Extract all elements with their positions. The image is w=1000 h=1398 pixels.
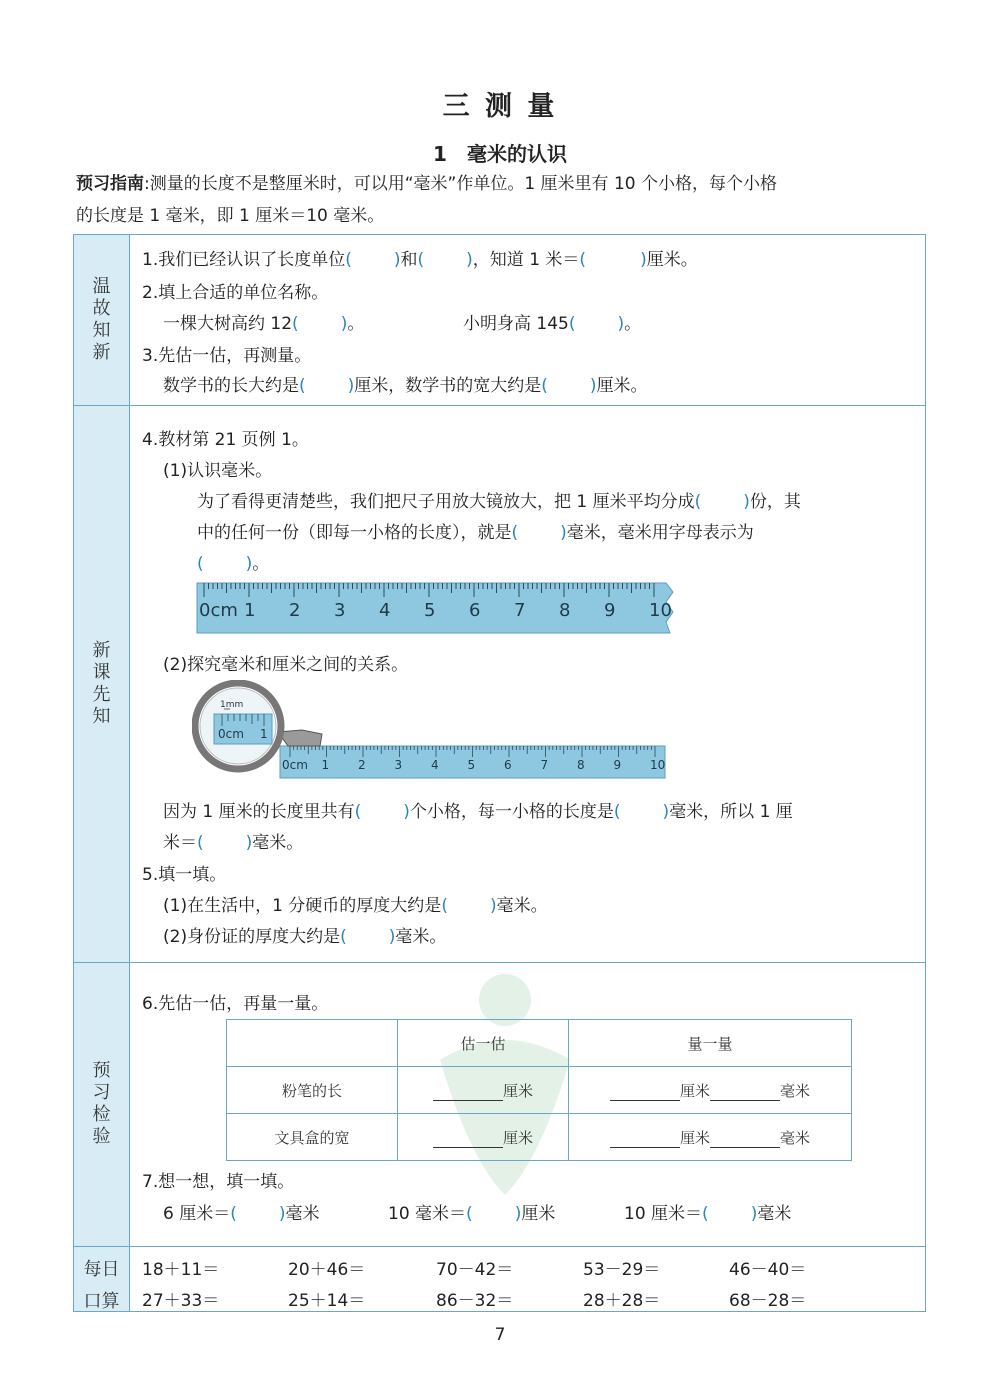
guide-line-1 — [76, 168, 926, 200]
magnifier-mm-label: 1mm — [220, 700, 244, 710]
ruler-label: 2 — [289, 600, 301, 621]
question-2-a: 一棵大树高约 12( )。 — [163, 314, 365, 334]
question-4-line-3: ( )。 — [197, 554, 270, 574]
table-row — [227, 1114, 852, 1161]
ruler-label: 7 — [540, 758, 549, 772]
guide-label: 预习指南 — [76, 174, 144, 194]
question-4-title: 4.教材第 21 页例 1。 — [142, 430, 309, 450]
ruler-image — [196, 582, 676, 634]
table-header-blank — [227, 1020, 398, 1067]
calc-2-3: 86－32＝ — [436, 1291, 514, 1311]
measure-cell[interactable]: 厘米 毫米 — [569, 1114, 852, 1161]
ruler-label: 6 — [469, 600, 481, 621]
ruler-label: 0cm — [282, 758, 308, 772]
divider-3 — [73, 1246, 926, 1247]
ruler-label: 8 — [559, 600, 571, 621]
measure-cell[interactable]: 厘米 毫米 — [569, 1067, 852, 1114]
ruler-label: 5 — [424, 600, 436, 621]
question-7-title: 7.想一想，填一填。 — [142, 1172, 295, 1192]
estimate-table — [226, 1019, 852, 1161]
ruler-label: 4 — [431, 758, 439, 772]
table-header-estimate: 估一估 — [398, 1020, 569, 1067]
question-4-line-2: 中的任何一份（即每一小格的长度），就是( )毫米，毫米用字母表示为 — [197, 523, 754, 543]
calc-2-5: 68－28＝ — [729, 1291, 807, 1311]
calc-2-2: 25＋14＝ — [288, 1291, 366, 1311]
magnifier-one-label: 1 — [260, 727, 268, 741]
chapter-title: 三 测 量 — [442, 91, 558, 122]
calc-1-3: 70－42＝ — [436, 1260, 514, 1280]
question-5-b: (2)身份证的厚度大约是( )毫米。 — [163, 927, 447, 947]
lesson-title: 1 毫米的认识 — [433, 142, 567, 166]
table-header-measure: 量一量 — [569, 1020, 852, 1067]
question-4-conclusion-1: 因为 1 厘米的长度里共有( )个小格，每一小格的长度是( )毫米，所以 1 厘 — [163, 802, 793, 822]
ruler-label: 9 — [604, 600, 616, 621]
question-1: 1.我们已经认识了长度单位( )和( )，知道 1 米＝( )厘米。 — [142, 250, 698, 270]
ruler-label: 1 — [244, 600, 256, 621]
question-4-conclusion-2: 米＝( )毫米。 — [163, 833, 304, 853]
question-4-part-2: (2)探究毫米和厘米之间的关系。 — [163, 655, 409, 675]
section-label-check: 预 习 检 验 — [92, 1060, 111, 1147]
question-3-title: 3.先估一估，再测量。 — [142, 346, 312, 366]
estimate-cell[interactable]: 厘米 — [398, 1114, 569, 1161]
ruler-label: 8 — [577, 758, 585, 772]
ruler-label: 5 — [467, 758, 476, 772]
question-7-item-3: 10 厘米＝( )毫米 — [624, 1204, 792, 1224]
calc-1-4: 53－29＝ — [583, 1260, 661, 1280]
ruler-label: 2 — [358, 758, 366, 772]
calc-2-1: 27＋33＝ — [142, 1291, 220, 1311]
section-label-daily: 每日 口算 — [83, 1259, 120, 1312]
row-name: 文具盒的宽 — [227, 1114, 398, 1161]
ruler-label: 9 — [613, 758, 622, 772]
divider-1 — [73, 405, 926, 406]
question-4-part-1: (1)认识毫米。 — [163, 461, 273, 481]
ruler-label: 3 — [394, 758, 403, 772]
question-2-b: 小明身高 145( )。 — [463, 314, 642, 334]
ruler-label: 4 — [379, 600, 391, 621]
calc-1-2: 20＋46＝ — [288, 1260, 366, 1280]
ruler-label: 10 — [650, 758, 666, 772]
guide-line-2: 的长度是 1 毫米，即 1 厘米＝10 毫米。 — [76, 206, 385, 226]
ruler-label: 7 — [514, 600, 526, 621]
guide-text-1: :测量的长度不是整厘米时，可以用“毫米”作单位。1 厘米里有 10 个小格，每个小格 — [144, 174, 777, 194]
ruler-label: 1 — [321, 758, 330, 772]
table-row — [227, 1067, 852, 1114]
table-header-row — [227, 1020, 852, 1067]
calc-1-1: 18＋11＝ — [142, 1260, 220, 1280]
ruler-label: 3 — [334, 600, 346, 621]
question-7-item-1: 6 厘米＝( )毫米 — [163, 1204, 320, 1224]
magnifier-ruler-image — [192, 680, 676, 780]
question-5-title: 5.填一填。 — [142, 865, 227, 885]
question-5-a: (1)在生活中，1 分硬币的厚度大约是( )毫米。 — [163, 896, 548, 916]
ruler-label: 6 — [504, 758, 512, 772]
ruler-label: 0cm — [199, 600, 238, 621]
ruler-label: 10 — [649, 600, 672, 621]
calc-1-5: 46－40＝ — [729, 1260, 807, 1280]
question-4-line-1: 为了看得更清楚些，我们把尺子用放大镜放大，把 1 厘米平均分成( )份，其 — [197, 492, 801, 512]
section-label-new: 新 课 先 知 — [92, 640, 111, 727]
page-number: 7 — [494, 1325, 506, 1345]
row-name: 粉笔的长 — [227, 1067, 398, 1114]
question-2-title: 2.填上合适的单位名称。 — [142, 283, 329, 303]
question-7-item-2: 10 毫米＝( )厘米 — [388, 1204, 556, 1224]
estimate-cell[interactable]: 厘米 — [398, 1067, 569, 1114]
calc-2-4: 28＋28＝ — [583, 1291, 661, 1311]
section-label-review: 温 故 知 新 — [92, 276, 111, 363]
question-3-a: 数学书的长大约是( )厘米，数学书的宽大约是( )厘米。 — [163, 376, 648, 396]
magnifier-zero-label: 0cm — [218, 727, 244, 741]
question-6-title: 6.先估一估，再量一量。 — [142, 994, 329, 1014]
